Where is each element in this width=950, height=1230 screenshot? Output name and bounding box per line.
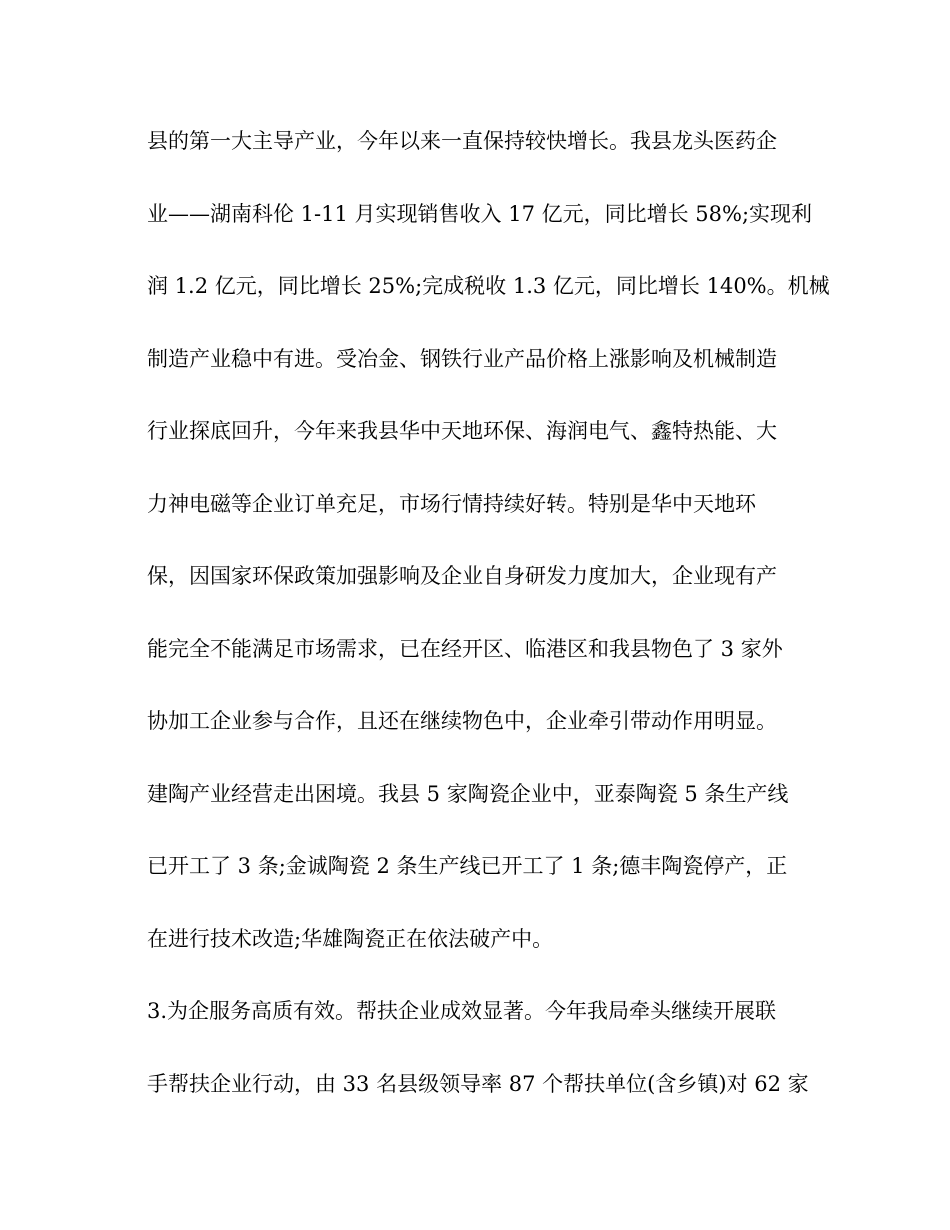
text-line: 建陶产业经营走出困境。我县 5 家陶瓷企业中，亚泰陶瓷 5 条生产线 xyxy=(147,781,789,806)
text-line: 行业探底回升，今年来我县华中天地环保、海润电气、鑫特热能、大 xyxy=(147,419,777,443)
text-line: 3.为企服务高质有效。帮扶企业成效显著。今年我局牵头继续开展联 xyxy=(147,999,777,1023)
text-line: 协加工企业参与合作，且还在继续物色中，企业牵引带动作用明显。 xyxy=(147,709,777,733)
text-line: 在进行技术改造;华雄陶瓷正在依法破产中。 xyxy=(147,926,554,951)
text-line: 力神电磁等企业订单充足，市场行情持续好转。特别是华中天地环 xyxy=(147,491,756,516)
text-line: 制造产业稳中有进。受冶金、钢铁行业产品价格上涨影响及机械制造 xyxy=(147,346,777,371)
text-line: 业——湖南科伦 1-11 月实现销售收入 17 亿元，同比增长 58%;实现利 xyxy=(147,201,813,226)
text-line: 保，因国家环保政策加强影响及企业自身研发力度加大，企业现有产 xyxy=(147,564,777,588)
text-line: 手帮扶企业行动，由 33 名县级领导率 87 个帮扶单位(含乡镇)对 62 家 xyxy=(147,1071,809,1096)
body-text xyxy=(147,118,830,1133)
text-line: 县的第一大主导产业，今年以来一直保持较快增长。我县龙头医药企 xyxy=(147,129,777,153)
text-line: 能完全不能满足市场需求，已在经开区、临港区和我县物色了 3 家外 xyxy=(147,636,783,661)
text-line: 已开工了 3 条;金诚陶瓷 2 条生产线已开工了 1 条;德丰陶瓷停产，正 xyxy=(147,854,788,878)
text-line: 润 1.2 亿元，同比增长 25%;完成税收 1.3 亿元，同比增长 140%。机械 xyxy=(147,274,830,298)
